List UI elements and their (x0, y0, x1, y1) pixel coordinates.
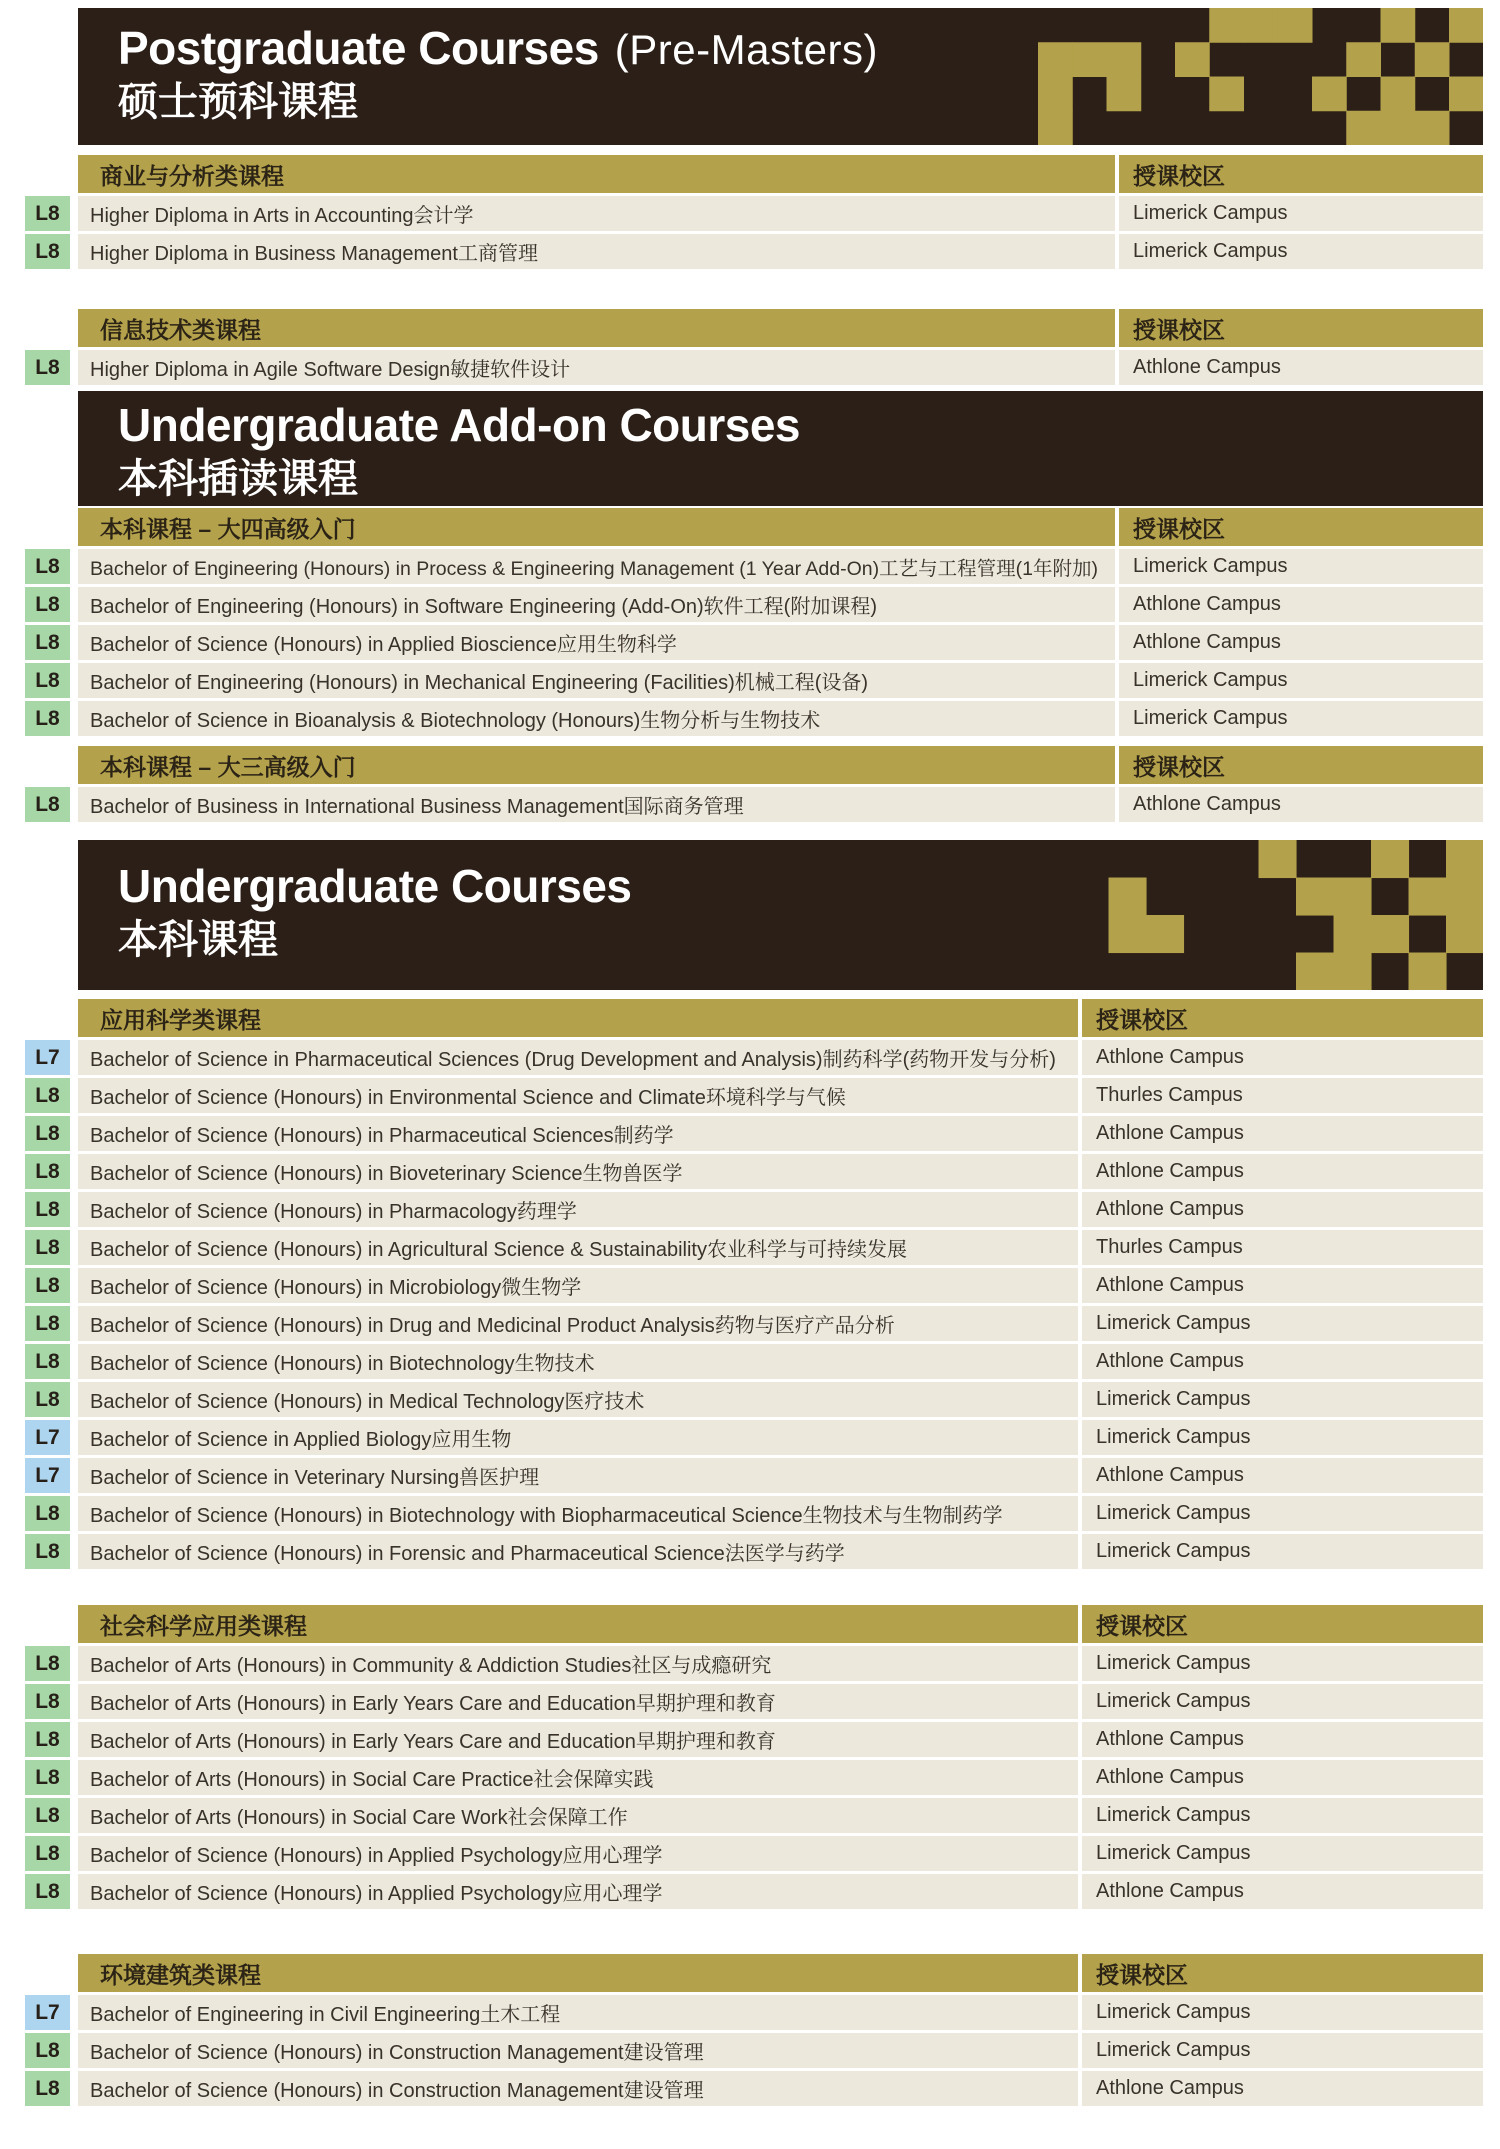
table-row (35, 1344, 1483, 1379)
table-row (35, 234, 1483, 269)
campus-name: Athlone Campus (1082, 2071, 1483, 2106)
table-header-category: 社会科学应用类课程 (78, 1605, 1078, 1643)
course-name: Bachelor of Science (Honours) in Applied Psychology应用心理学 (78, 1874, 1078, 1909)
table-row (35, 2033, 1483, 2068)
campus-name: Limerick Campus (1082, 1420, 1483, 1455)
campus-name: Thurles Campus (1082, 1230, 1483, 1265)
table-header-row (78, 746, 1483, 784)
level-badge: L8 (25, 701, 70, 736)
level-badge: L8 (25, 2071, 70, 2106)
course-name: Bachelor of Science (Honours) in Forensic and Pharmaceutical Science法医学与药学 (78, 1534, 1078, 1569)
table-row (35, 1458, 1483, 1493)
level-badge: L8 (25, 1836, 70, 1871)
course-name: Bachelor of Science (Honours) in Biotechnology with Biopharmaceutical Science生物技术与生物制药学 (78, 1496, 1078, 1531)
campus-name: Limerick Campus (1082, 1496, 1483, 1531)
banner-title-zh: 本科课程 (118, 917, 278, 962)
table-header-category: 本科课程 – 大四高级入门 (78, 508, 1115, 546)
table-row (35, 1496, 1483, 1531)
course-name: Bachelor of Arts (Honours) in Community & Addiction Studies社区与成瘾研究 (78, 1646, 1078, 1681)
course-name: Bachelor of Science (Honours) in Construction Management建设管理 (78, 2033, 1078, 2068)
level-badge: L8 (25, 787, 70, 822)
table-rows (35, 350, 1483, 385)
campus-name: Athlone Campus (1082, 1458, 1483, 1493)
level-badge: L8 (25, 1268, 70, 1303)
undergraduate-banner (78, 840, 1483, 990)
course-table-applied-science (35, 999, 1483, 1569)
course-table-addon-year4-entry (35, 508, 1483, 736)
level-badge: L8 (25, 1382, 70, 1417)
campus-name: Limerick Campus (1082, 1798, 1483, 1833)
table-row (35, 625, 1483, 660)
level-badge: L8 (25, 1154, 70, 1189)
campus-name: Thurles Campus (1082, 1078, 1483, 1113)
campus-name: Athlone Campus (1119, 587, 1483, 622)
level-badge: L8 (25, 1874, 70, 1909)
campus-name: Limerick Campus (1119, 701, 1483, 736)
table-header-campus: 授课校区 (1119, 155, 1483, 193)
campus-name: Athlone Campus (1082, 1040, 1483, 1075)
banner-title-zh: 硕士预科课程 (118, 79, 358, 124)
campus-name: Athlone Campus (1082, 1760, 1483, 1795)
level-badge: L8 (25, 549, 70, 584)
table-header-category: 环境建筑类课程 (78, 1954, 1078, 1992)
level-badge: L8 (25, 625, 70, 660)
addon-banner (78, 391, 1483, 506)
course-name: Bachelor of Engineering (Honours) in Software Engineering (Add-On)软件工程(附加课程) (78, 587, 1115, 622)
campus-name: Athlone Campus (1082, 1154, 1483, 1189)
table-rows (35, 1995, 1483, 2106)
table-row (35, 1836, 1483, 1871)
level-badge: L8 (25, 1798, 70, 1833)
table-row (35, 2071, 1483, 2106)
table-header-campus: 授课校区 (1119, 309, 1483, 347)
banner-title-note: (Pre-Masters) (614, 26, 878, 73)
campus-name: Athlone Campus (1082, 1722, 1483, 1757)
table-row (35, 1646, 1483, 1681)
table-header-category: 本科课程 – 大三高级入门 (78, 746, 1115, 784)
course-name: Bachelor of Science in Bioanalysis & Biotechnology (Honours)生物分析与生物技术 (78, 701, 1115, 736)
level-badge: L8 (25, 1078, 70, 1113)
table-header-category: 信息技术类课程 (78, 309, 1115, 347)
table-row (35, 663, 1483, 698)
table-header-row (78, 155, 1483, 193)
table-row (35, 1116, 1483, 1151)
level-badge: L7 (25, 1420, 70, 1455)
course-table-built-environment (35, 1954, 1483, 2106)
course-name: Bachelor of Science (Honours) in Pharmaceutical Sciences制药学 (78, 1116, 1078, 1151)
course-name: Bachelor of Science (Honours) in Construction Management建设管理 (78, 2071, 1078, 2106)
course-table-business-analytics (35, 155, 1483, 269)
table-row (35, 1798, 1483, 1833)
banner-title-en: Undergraduate Courses (118, 860, 632, 912)
table-row (35, 350, 1483, 385)
campus-name: Athlone Campus (1119, 350, 1483, 385)
course-name: Bachelor of Arts (Honours) in Social Care Work社会保障工作 (78, 1798, 1078, 1833)
course-name: Bachelor of Business in International Business Management国际商务管理 (78, 787, 1115, 822)
level-badge: L8 (25, 1722, 70, 1757)
campus-name: Limerick Campus (1082, 1995, 1483, 2030)
campus-name: Limerick Campus (1082, 1684, 1483, 1719)
course-name: Bachelor of Science (Honours) in Agricultural Science & Sustainability农业科学与可持续发展 (78, 1230, 1078, 1265)
campus-name: Limerick Campus (1082, 1646, 1483, 1681)
table-header-campus: 授课校区 (1119, 508, 1483, 546)
table-rows (35, 1646, 1483, 1909)
course-name: Higher Diploma in Arts in Accounting会计学 (78, 196, 1115, 231)
campus-name: Athlone Campus (1082, 1874, 1483, 1909)
level-badge: L8 (25, 1344, 70, 1379)
table-rows (35, 196, 1483, 269)
level-badge: L8 (25, 1230, 70, 1265)
campus-name: Limerick Campus (1082, 1836, 1483, 1871)
table-header-row (78, 508, 1483, 546)
level-badge: L8 (25, 1760, 70, 1795)
table-header-row (78, 1954, 1483, 1992)
level-badge: L8 (25, 196, 70, 231)
campus-name: Athlone Campus (1082, 1192, 1483, 1227)
table-header-campus: 授课校区 (1082, 1605, 1483, 1643)
table-row (35, 701, 1483, 736)
level-badge: L7 (25, 1040, 70, 1075)
level-badge: L8 (25, 234, 70, 269)
pixel-decoration-icon (1038, 8, 1483, 145)
table-row (35, 587, 1483, 622)
level-badge: L8 (25, 1646, 70, 1681)
campus-name: Athlone Campus (1082, 1116, 1483, 1151)
table-rows (35, 787, 1483, 822)
table-row (35, 1722, 1483, 1757)
table-row (35, 1230, 1483, 1265)
course-name: Bachelor of Science (Honours) in Environmental Science and Climate环境科学与气候 (78, 1078, 1078, 1113)
table-header-row (78, 309, 1483, 347)
course-name: Bachelor of Science (Honours) in Microbiology微生物学 (78, 1268, 1078, 1303)
table-header-category: 应用科学类课程 (78, 999, 1078, 1037)
course-name: Bachelor of Science (Honours) in Drug and Medicinal Product Analysis药物与医疗产品分析 (78, 1306, 1078, 1341)
course-name: Bachelor of Science in Applied Biology应用生物 (78, 1420, 1078, 1455)
course-name: Bachelor of Engineering (Honours) in Mechanical Engineering (Facilities)机械工程(设备) (78, 663, 1115, 698)
course-table-addon-year3-entry (35, 746, 1483, 822)
course-name: Bachelor of Engineering in Civil Engineering土木工程 (78, 1995, 1078, 2030)
course-table-information-technology (35, 309, 1483, 385)
level-badge: L8 (25, 1496, 70, 1531)
campus-name: Athlone Campus (1119, 787, 1483, 822)
course-name: Bachelor of Science in Veterinary Nursing兽医护理 (78, 1458, 1078, 1493)
table-header-campus: 授课校区 (1082, 999, 1483, 1037)
level-badge: L8 (25, 1534, 70, 1569)
campus-name: Limerick Campus (1082, 1306, 1483, 1341)
course-name: Bachelor of Science (Honours) in Applied Psychology应用心理学 (78, 1836, 1078, 1871)
table-row (35, 1040, 1483, 1075)
course-name: Bachelor of Science (Honours) in Pharmacology药理学 (78, 1192, 1078, 1227)
table-header-campus: 授课校区 (1119, 746, 1483, 784)
course-name: Bachelor of Arts (Honours) in Early Years Care and Education早期护理和教育 (78, 1684, 1078, 1719)
course-name: Bachelor of Arts (Honours) in Early Years Care and Education早期护理和教育 (78, 1722, 1078, 1757)
table-header-row (78, 1605, 1483, 1643)
course-name: Bachelor of Science (Honours) in Biotechnology生物技术 (78, 1344, 1078, 1379)
level-badge: L8 (25, 350, 70, 385)
course-name: Bachelor of Science (Honours) in Bioveterinary Science生物兽医学 (78, 1154, 1078, 1189)
level-badge: L8 (25, 663, 70, 698)
table-row (35, 549, 1483, 584)
campus-name: Athlone Campus (1119, 625, 1483, 660)
level-badge: L7 (25, 1995, 70, 2030)
level-badge: L8 (25, 1684, 70, 1719)
campus-name: Limerick Campus (1082, 2033, 1483, 2068)
campus-name: Limerick Campus (1119, 663, 1483, 698)
table-row (35, 1306, 1483, 1341)
campus-name: Limerick Campus (1119, 196, 1483, 231)
campus-name: Limerick Campus (1082, 1382, 1483, 1417)
table-row (35, 1192, 1483, 1227)
course-name: Bachelor of Engineering (Honours) in Process & Engineering Management (1 Year Add-On)工艺与工程管理(1年附加) (78, 549, 1115, 584)
table-row (35, 1420, 1483, 1455)
course-name: Bachelor of Science in Pharmaceutical Sciences (Drug Development and Analysis)制药科学(药物开发与分析) (78, 1040, 1078, 1075)
level-badge: L7 (25, 1458, 70, 1493)
course-name: Higher Diploma in Agile Software Design敏捷软件设计 (78, 350, 1115, 385)
table-row (35, 1268, 1483, 1303)
postgraduate-banner (78, 8, 1483, 145)
level-badge: L8 (25, 587, 70, 622)
course-name: Bachelor of Science (Honours) in Medical Technology医疗技术 (78, 1382, 1078, 1417)
table-header-category: 商业与分析类课程 (78, 155, 1115, 193)
table-header-campus: 授课校区 (1082, 1954, 1483, 1992)
course-table-social-science (35, 1605, 1483, 1909)
table-row (35, 1534, 1483, 1569)
campus-name: Limerick Campus (1082, 1534, 1483, 1569)
course-name: Higher Diploma in Business Management工商管理 (78, 234, 1115, 269)
pixel-decoration-icon (996, 840, 1484, 990)
table-row (35, 1874, 1483, 1909)
level-badge: L8 (25, 2033, 70, 2068)
campus-name: Limerick Campus (1119, 234, 1483, 269)
table-row (35, 1684, 1483, 1719)
banner-title-en: Postgraduate Courses (118, 22, 599, 74)
table-header-row (78, 999, 1483, 1037)
level-badge: L8 (25, 1192, 70, 1227)
banner-title-zh: 本科插读课程 (118, 456, 358, 501)
campus-name: Limerick Campus (1119, 549, 1483, 584)
banner-title (118, 401, 1483, 451)
level-badge: L8 (25, 1116, 70, 1151)
table-row (35, 196, 1483, 231)
table-row (35, 1760, 1483, 1795)
table-row (35, 787, 1483, 822)
campus-name: Athlone Campus (1082, 1344, 1483, 1379)
level-badge: L8 (25, 1306, 70, 1341)
table-row (35, 1154, 1483, 1189)
table-rows (35, 549, 1483, 736)
table-row (35, 1995, 1483, 2030)
table-row (35, 1078, 1483, 1113)
banner-title-en: Undergraduate Add-on Courses (118, 399, 801, 451)
table-rows (35, 1040, 1483, 1569)
campus-name: Athlone Campus (1082, 1268, 1483, 1303)
table-row (35, 1382, 1483, 1417)
course-name: Bachelor of Arts (Honours) in Social Care Practice社会保障实践 (78, 1760, 1078, 1795)
course-name: Bachelor of Science (Honours) in Applied Bioscience应用生物科学 (78, 625, 1115, 660)
